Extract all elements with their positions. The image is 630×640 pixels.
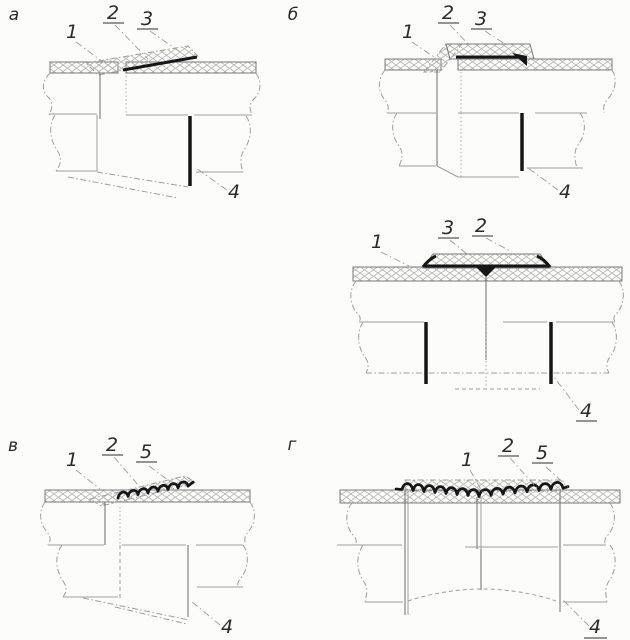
callout-a-1: [66, 21, 103, 62]
panel-outlines-upper: [41, 502, 255, 545]
panel-outlines-upper: [351, 281, 624, 322]
callout-g-4: [562, 599, 607, 638]
callout-b-3: [471, 8, 505, 44]
diagram-v-letter: в: [7, 436, 19, 456]
callout-label: 2: [474, 215, 488, 237]
callout-label: 4: [588, 616, 602, 638]
covering-strip-right: [458, 59, 612, 70]
panel-outlines-upper: [43, 73, 260, 119]
callout-mid-4: [554, 377, 597, 422]
diagram-mid: [351, 215, 624, 422]
callout-label: 2: [106, 2, 120, 24]
callout-v-1: [66, 449, 100, 489]
diagram-g-letter: г: [287, 435, 297, 455]
callout-v-5: [136, 441, 172, 483]
callout-a-3: [137, 8, 180, 52]
callout-mid-3: [438, 217, 468, 255]
panel-outlines-lower: [51, 115, 251, 198]
callout-label: 1: [460, 449, 474, 471]
joint-edge-lines: [405, 491, 560, 615]
callout-label: 3: [474, 8, 488, 30]
callout-label: 1: [65, 449, 79, 471]
panel-outlines-lower: [57, 545, 248, 624]
panel-outlines-upper: [379, 70, 615, 113]
callout-label: 1: [370, 231, 384, 253]
panel-outlines-lower: [358, 545, 615, 602]
diagram-g: [288, 435, 620, 638]
callout-label: 3: [441, 217, 455, 239]
diagram-g-drawing: [337, 480, 620, 615]
diagram-b-letter: б: [287, 5, 299, 25]
callout-v-4: [191, 601, 233, 638]
callout-b-4: [528, 168, 571, 203]
callout-label: 2: [105, 434, 119, 456]
callout-label: 4: [220, 616, 234, 638]
callout-b-1: [402, 21, 434, 57]
callout-b-2: [438, 2, 469, 45]
callout-label: 5: [535, 442, 549, 464]
callout-a-4: [196, 168, 240, 203]
diagram-a-letter: а: [8, 5, 20, 25]
diagram-b-drawing: [379, 44, 615, 177]
callout-label: 3: [140, 8, 154, 30]
callout-label: 4: [227, 181, 241, 203]
callout-label: 1: [65, 21, 79, 43]
diagram-b: [288, 2, 615, 203]
callout-label: 2: [441, 2, 455, 24]
callout-mid-2: [472, 215, 512, 252]
panel-outlines-upper: [337, 503, 614, 547]
callout-label: 2: [501, 435, 515, 457]
callout-label: 4: [558, 181, 572, 203]
callout-label: 4: [579, 400, 593, 422]
callout-v-2: [102, 434, 139, 486]
diagram-a-drawing: [43, 46, 260, 198]
callout-label: 1: [401, 21, 415, 43]
diagram-v: [8, 434, 254, 638]
diagram-mid-drawing: [351, 254, 624, 389]
diagram-a: [9, 2, 260, 203]
panel-outlines-lower: [393, 113, 585, 177]
callout-mid-1: [371, 231, 409, 266]
panel-outlines-lower: [359, 322, 617, 389]
callout-label: 5: [139, 441, 153, 463]
diagram-v-drawing: [41, 476, 255, 624]
